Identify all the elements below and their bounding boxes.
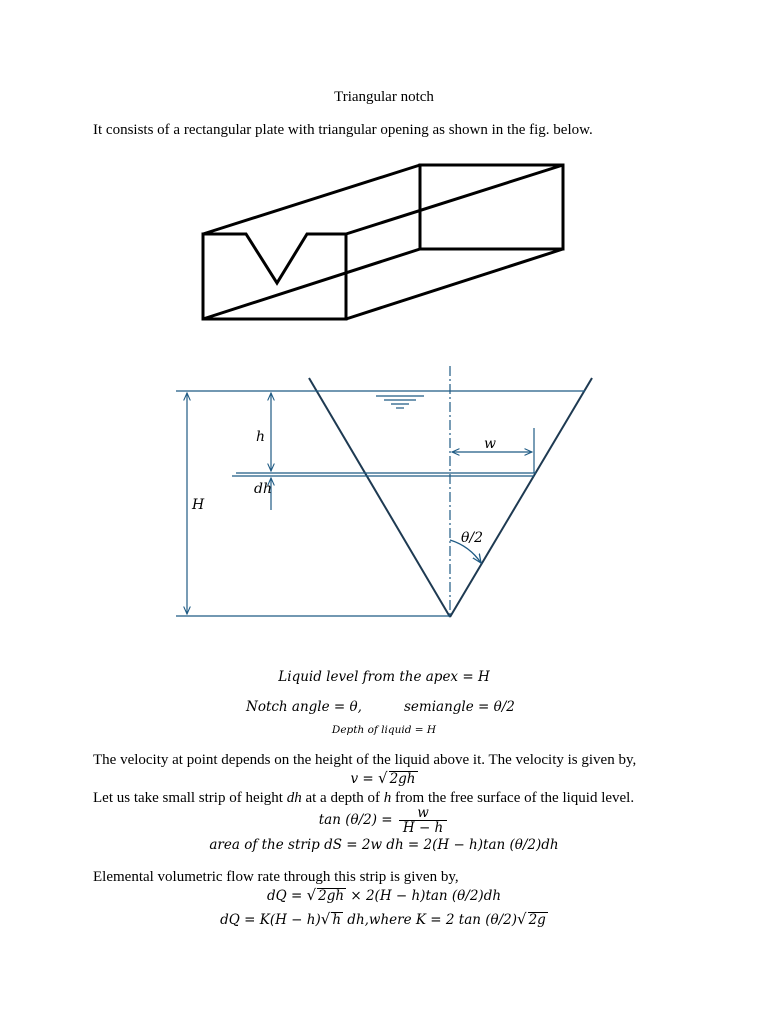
tan-denominator: H − h	[399, 820, 447, 835]
dq2-radicand-g: 2g	[528, 912, 546, 928]
dq1-radicand: 2gh	[318, 888, 345, 904]
strip-text-dh: dh	[286, 790, 302, 806]
dq2-b: dh,where K = 2 tan (θ/2)	[343, 912, 518, 928]
velocity-text: The velocity at point depends on the height of the liquid above it. The velocity is given by,	[93, 752, 637, 768]
strip-text	[93, 790, 634, 807]
dq2-radicand-h: h	[332, 912, 342, 928]
notch-right-side	[450, 378, 592, 617]
intro-text: It consists of a rectangular plate with triangular opening as shown in the fig. below.	[93, 122, 593, 138]
tan-equation	[0, 806, 768, 835]
dq-equation-1	[0, 886, 768, 904]
def-depth: Depth of liquid = H	[331, 724, 437, 736]
notch-left-side	[309, 378, 450, 617]
bottom-left-edge	[203, 249, 420, 319]
v-notch-section	[176, 366, 592, 617]
strip-text-c: from the free surface of the liquid level.	[391, 790, 635, 806]
label-h: h	[256, 429, 266, 445]
label-w: w	[484, 436, 496, 452]
area-equation: area of the strip dS = 2w dh = 2(H − h)tan (θ/2)dh	[209, 837, 559, 853]
dq2-a: dQ = K(H − h)	[220, 912, 321, 928]
bottom-right-edge	[346, 249, 563, 319]
dq1-rhs: × 2(H − h)tan (θ/2)dh	[346, 888, 502, 904]
top-left-edge	[203, 165, 420, 234]
sqrt-symbol: √	[378, 769, 388, 787]
top-right-edge	[346, 165, 563, 234]
label-dh: dh	[254, 481, 272, 497]
back-face	[420, 165, 563, 249]
sqrt-symbol: √	[306, 886, 317, 904]
velocity-radicand: 2gh	[389, 771, 416, 787]
velocity-equation	[0, 769, 768, 787]
tan-lhs: tan (θ/2) =	[318, 812, 397, 829]
front-plate	[203, 234, 346, 319]
def-notch-angle: Notch angle = θ,	[246, 699, 362, 715]
velocity-lhs: v =	[350, 771, 379, 787]
strip-text-a: Let us take small strip of height	[93, 790, 287, 806]
strip-text-h: h	[383, 790, 392, 806]
sqrt-symbol: √	[517, 910, 527, 928]
label-H: H	[192, 497, 205, 513]
label-half-angle: θ/2	[461, 530, 484, 546]
page-title: Triangular notch	[334, 89, 434, 105]
def-liquid-level: Liquid level from the apex = H	[278, 669, 490, 685]
strip-text-b: at a depth of	[301, 790, 384, 806]
tan-fraction	[399, 806, 447, 835]
dq1-lhs: dQ =	[266, 888, 307, 904]
dq-equation-2	[0, 910, 768, 928]
tan-numerator: w	[417, 805, 429, 821]
flow-text: Elemental volumetric flow rate through this strip is given by,	[93, 869, 459, 885]
sqrt-symbol: √	[320, 910, 331, 928]
notch-box-figure	[203, 165, 563, 319]
water-level-symbol	[376, 396, 424, 408]
def-semiangle: semiangle = θ/2	[404, 699, 515, 715]
